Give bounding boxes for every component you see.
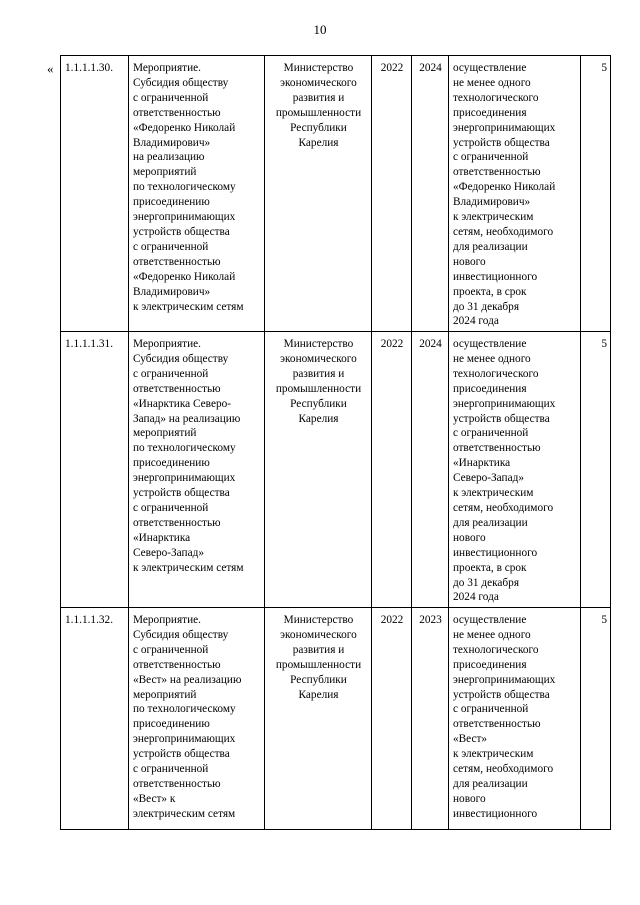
end-year: 2024 xyxy=(412,56,449,332)
row-number: 1.1.1.1.30. xyxy=(61,56,129,332)
opening-quote-mark: « xyxy=(47,61,54,76)
page-number: 10 xyxy=(313,22,327,37)
responsible-ministry: Министерство экономического развития и промышленности Республики Карелия xyxy=(265,608,372,830)
expected-result: осуществление не менее одного технологического присоединения энергопринимающих устройств общества с ограниченной ответственностью «Вест» к электрическим сетям, необходимого для реализации нового инвестиционного xyxy=(449,608,581,830)
expected-result: осуществление не менее одного технологического присоединения энергопринимающих устройств общества с ограниченной ответственностью «Инарктика Северо-Запад» к электрическим сетям, необходимого для реализации нового инвестиционного проекта, в срок до 31 декабря 2024 года xyxy=(449,332,581,608)
start-year: 2022 xyxy=(372,56,412,332)
table-row xyxy=(61,608,611,830)
expected-result: осуществление не менее одного технологического присоединения энергопринимающих устройств общества с ограниченной ответственностью «Федоренко Николай Владимирович» к электрическим сетям, необходимого для реализации нового инвестиционного проекта, в срок до 31 декабря 2024 года xyxy=(449,56,581,332)
responsible-ministry: Министерство экономического развития и промышленности Республики Карелия xyxy=(265,332,372,608)
activity-description: Мероприятие. Субсидия обществу с ограниченной ответственностью «Федоренко Николай Владимирович» на реализацию мероприятий по технологическому присоединению энергопринимающих устройств общества с ограниченной ответственностью «Федоренко Николай Владимирович» к электрическим сетям xyxy=(129,56,265,332)
activity-description: Мероприятие. Субсидия обществу с ограниченной ответственностью «Инарктика Северо- Запад» на реализацию мероприятий по технологическому присоединению энергопринимающих устройств общества с ограниченной ответственностью «Инарктика Северо-Запад» к электрическим сетям xyxy=(129,332,265,608)
table-row xyxy=(61,56,611,332)
indicator-value: 5 xyxy=(581,608,611,830)
row-number: 1.1.1.1.32. xyxy=(61,608,129,830)
activity-description: Мероприятие. Субсидия обществу с ограниченной ответственностью «Вест» на реализацию мероприятий по технологическому присоединению энергопринимающих устройств общества с ограниченной ответственностью «Вест» к электрическим сетям xyxy=(129,608,265,830)
program-activities-table xyxy=(60,55,611,830)
responsible-ministry: Министерство экономического развития и промышленности Республики Карелия xyxy=(265,56,372,332)
start-year: 2022 xyxy=(372,608,412,830)
end-year: 2023 xyxy=(412,608,449,830)
start-year: 2022 xyxy=(372,332,412,608)
end-year: 2024 xyxy=(412,332,449,608)
indicator-value: 5 xyxy=(581,332,611,608)
table-row xyxy=(61,332,611,608)
indicator-value: 5 xyxy=(581,56,611,332)
row-number: 1.1.1.1.31. xyxy=(61,332,129,608)
